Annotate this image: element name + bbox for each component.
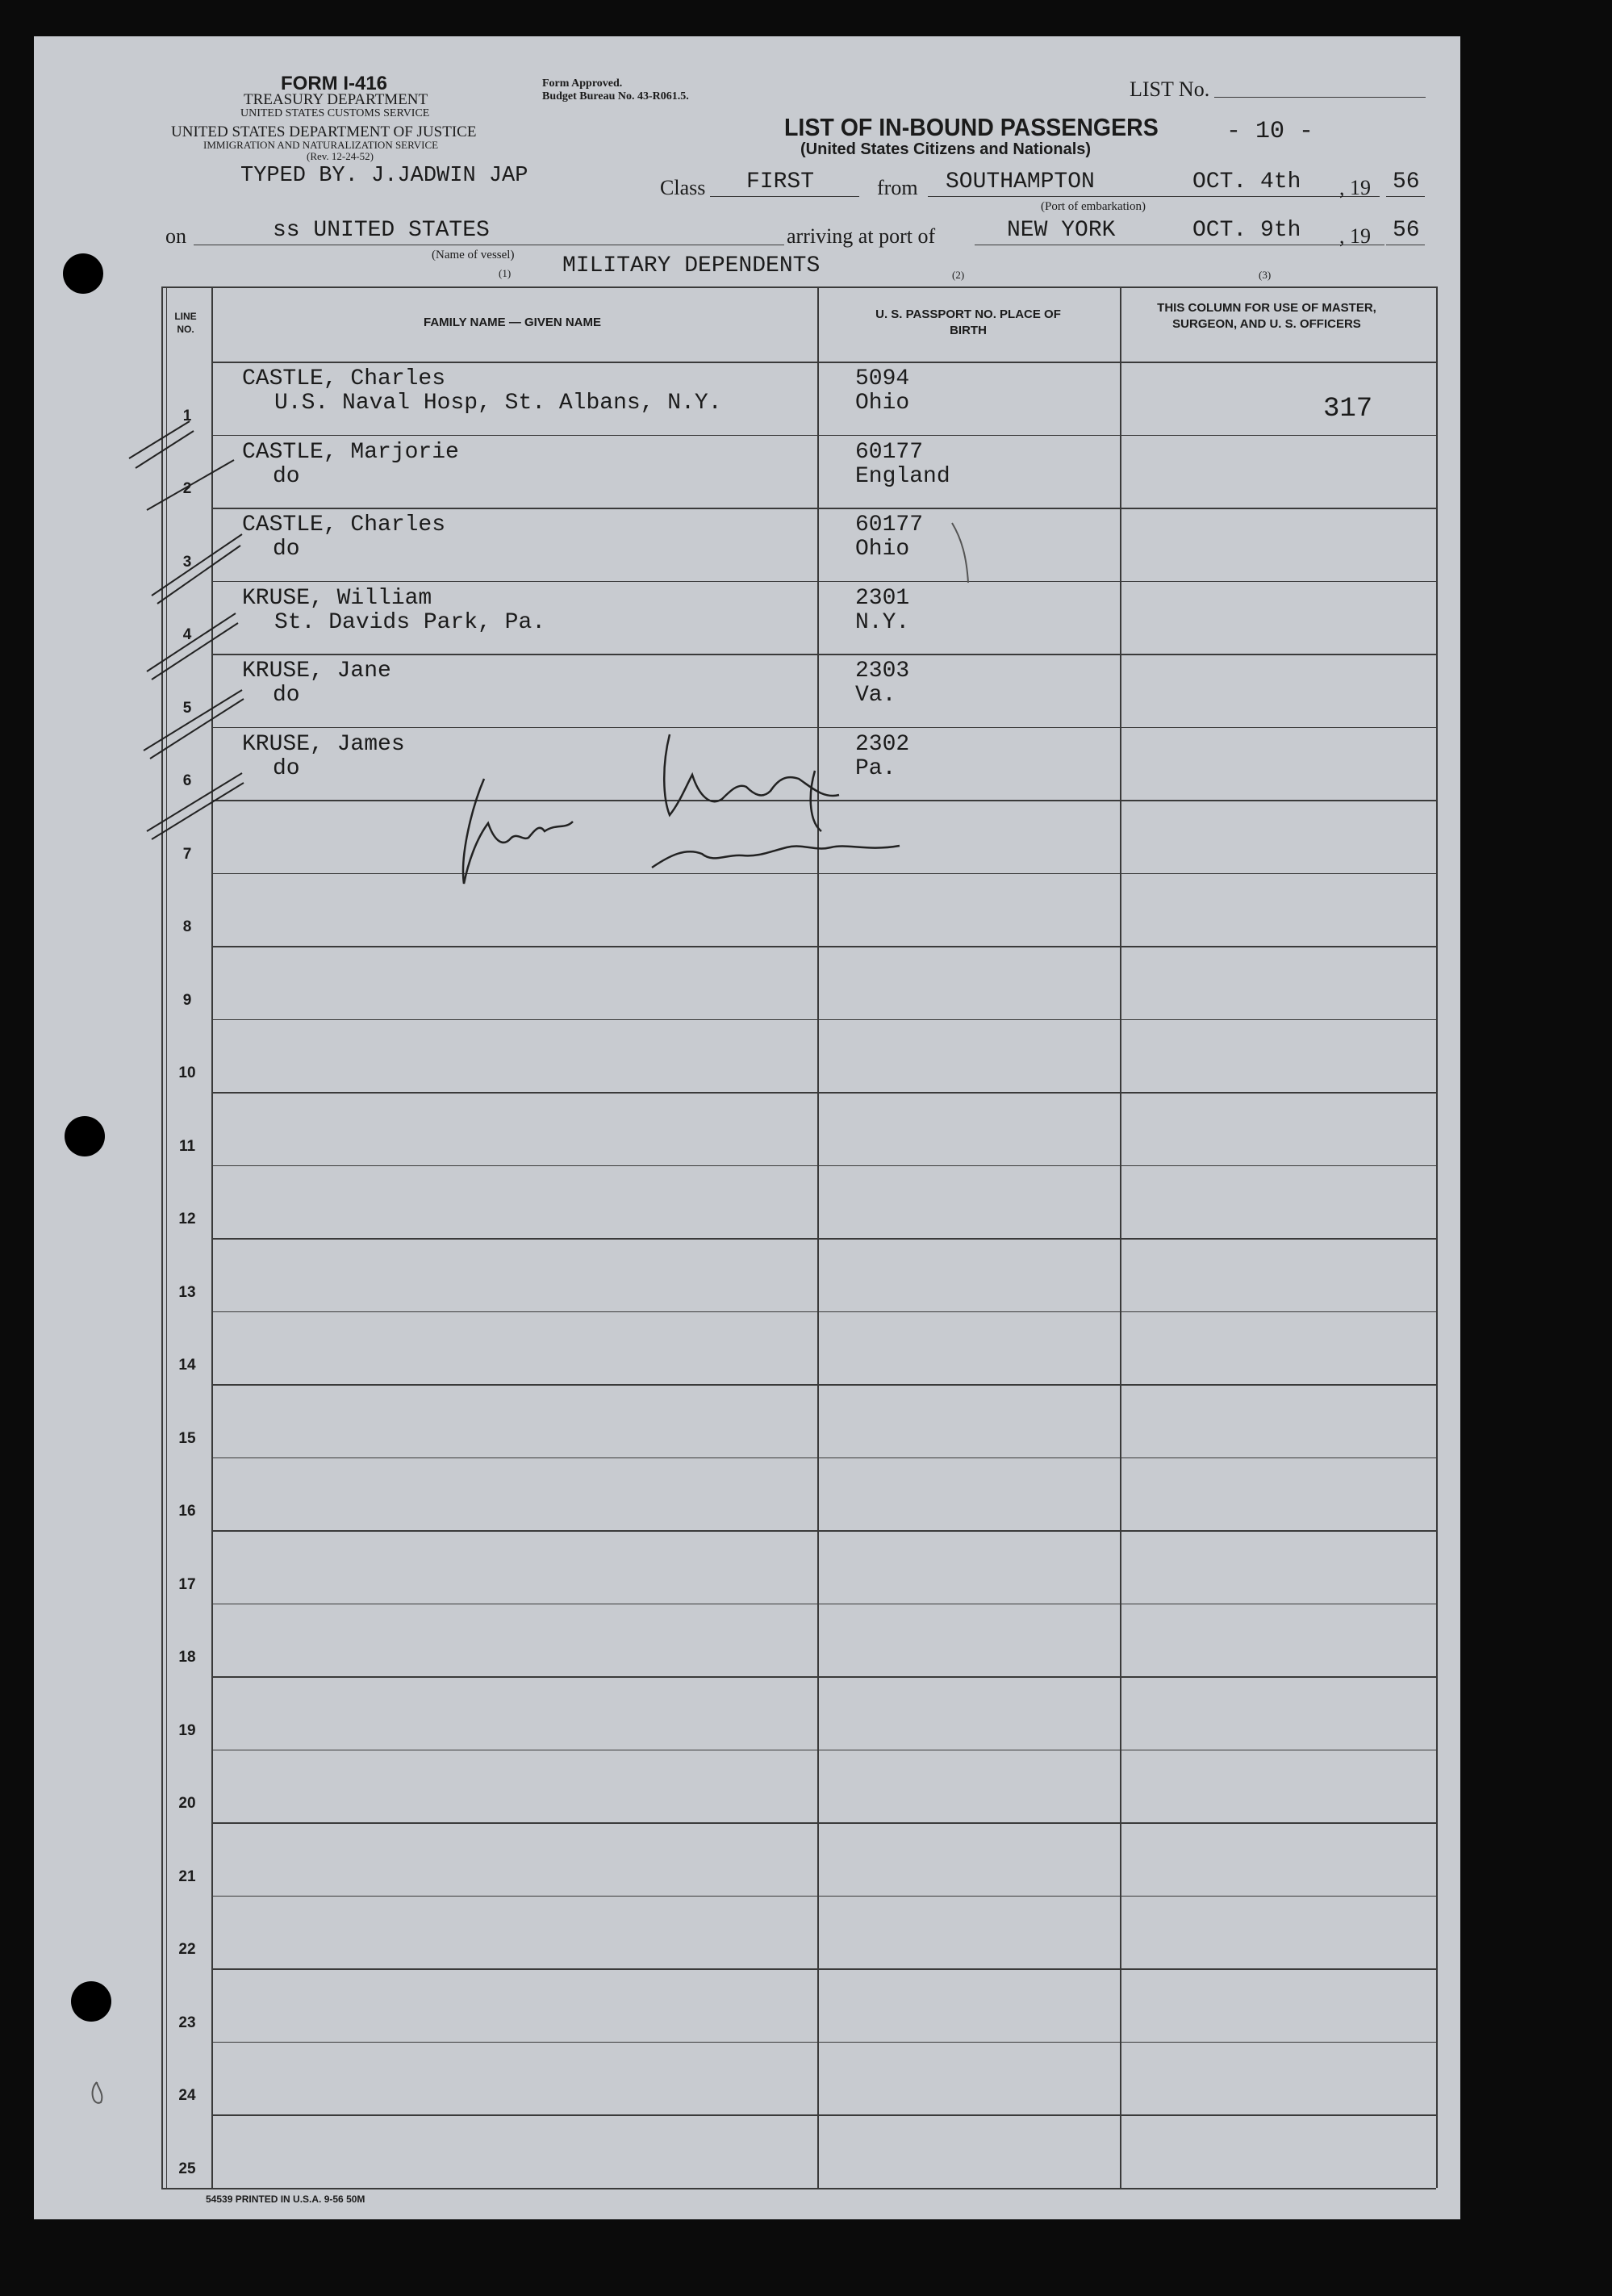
list-title: LIST OF IN-BOUND PASSENGERS [784, 113, 1159, 141]
line-number: 12 [178, 1211, 196, 1227]
header-line-no: LINE NO. [174, 311, 197, 335]
place-of-birth: England [855, 463, 950, 489]
passenger-address: do [273, 537, 300, 562]
printer-imprint: 54539 PRINTED IN U.S.A. 9-56 50M [206, 2194, 365, 2205]
line-number: 20 [178, 1795, 196, 1812]
margin-marks [93, 523, 968, 2103]
passport-number: 2302 [855, 731, 910, 757]
place-of-birth: Ohio [855, 537, 910, 562]
passenger-name: CASTLE, Charles [242, 366, 446, 391]
line-number: 23 [178, 2014, 196, 2031]
class-label: Class [660, 176, 706, 199]
arrival-date: OCT. 9th [1192, 218, 1301, 243]
line-number: 8 [182, 918, 192, 935]
line-number: 10 [178, 1064, 196, 1081]
check-marks [129, 421, 244, 839]
passenger-name: CASTLE, Charles [242, 512, 446, 537]
line-number: 14 [178, 1357, 196, 1374]
passport-number: 2303 [855, 659, 910, 684]
place-of-birth: N.Y. [855, 609, 910, 635]
arrival-port: NEW YORK [1007, 218, 1116, 243]
dept-customs: UNITED STATES CUSTOMS SERVICE [240, 107, 430, 119]
typed-by: TYPED BY. J.JADWIN JAP [240, 164, 528, 188]
passport-number: 60177 [855, 439, 924, 465]
line-number: 6 [182, 772, 192, 789]
passenger-address: U.S. Naval Hosp, St. Albans, N.Y. [274, 391, 722, 416]
line-number: 16 [178, 1503, 196, 1520]
port-embarkation-caption: (Port of embarkation) [1041, 200, 1146, 213]
form-revision: (Rev. 12-24-52) [307, 150, 374, 162]
place-of-birth: Ohio [855, 391, 910, 416]
passport-number: 60177 [855, 512, 924, 537]
passenger-name: KRUSE, William [242, 585, 432, 611]
departure-date: OCT. 4th [1192, 169, 1301, 194]
line-number: 17 [178, 1575, 196, 1593]
passenger-name: KRUSE, James [242, 731, 405, 757]
line-number: 21 [178, 1867, 196, 1885]
class-value: FIRST [746, 169, 815, 194]
place-of-birth: Pa. [855, 755, 896, 781]
officer-note: 317 [1323, 394, 1373, 424]
line-number: 9 [182, 991, 192, 1009]
vessel-name: ss UNITED STATES [273, 218, 490, 243]
vessel-caption: (Name of vessel) [432, 249, 515, 261]
footnote-2: (2) [952, 269, 965, 281]
passenger-name: KRUSE, Jane [242, 659, 391, 684]
list-no-value: - 10 - [1226, 118, 1314, 145]
form-number: FORM I-416 [281, 73, 388, 94]
year-prefix-1: , 19 [1339, 176, 1371, 199]
line-number: 5 [182, 699, 192, 717]
port-of-embarkation: SOUTHAMPTON [946, 169, 1095, 194]
line-number: 1 [182, 407, 192, 424]
passenger-address: St. Davids Park, Pa. [274, 609, 546, 635]
year-1: 56 [1393, 169, 1420, 194]
line-number: 15 [178, 1429, 196, 1447]
footnote-1: (1) [499, 267, 512, 279]
passport-number: 5094 [855, 366, 910, 391]
dept-immigration: IMMIGRATION AND NATURALIZATION SERVICE [203, 139, 439, 151]
special-note: MILITARY DEPENDENTS [562, 253, 821, 278]
budget-bureau-no: Budget Bureau No. 43-R061.5. [542, 90, 689, 102]
line-number: 19 [178, 1721, 196, 1739]
passenger-name: CASTLE, Marjorie [242, 439, 459, 465]
passenger-address: do [273, 683, 300, 708]
arriving-label: arriving at port of [787, 224, 936, 248]
line-number: 11 [178, 1137, 196, 1155]
line-number: 13 [178, 1283, 196, 1301]
passenger-address: do [273, 755, 300, 781]
dept-justice: UNITED STATES DEPARTMENT OF JUSTICE [171, 123, 477, 140]
list-no-label: LIST No. [1130, 77, 1210, 101]
line-number: 2 [182, 480, 192, 497]
year-prefix-2: , 19 [1339, 224, 1371, 248]
footnote-3: (3) [1259, 269, 1272, 281]
header-officers: THIS COLUMN FOR USE OF MASTER, SURGEON, AND U. S. OFFICERS [1157, 301, 1376, 331]
officer-signature [463, 734, 900, 884]
passport-number: 2301 [855, 585, 910, 611]
place-of-birth: Va. [855, 683, 896, 708]
line-number: 24 [178, 2087, 196, 2104]
header-family-name: FAMILY NAME — GIVEN NAME [423, 316, 602, 329]
passenger-address: do [273, 463, 300, 489]
header-passport: U. S. PASSPORT NO. PLACE OF BIRTH [875, 307, 1061, 337]
line-number: 4 [182, 626, 192, 643]
line-number: 22 [178, 1941, 196, 1958]
line-number: 25 [178, 2160, 196, 2177]
year-2: 56 [1393, 218, 1420, 243]
line-number: 18 [178, 1649, 196, 1666]
form-approved: Form Approved. [542, 77, 623, 90]
from-label: from [877, 176, 918, 199]
line-number: 7 [182, 845, 192, 863]
on-label: on [165, 224, 186, 248]
list-subtitle: (United States Citizens and Nationals) [800, 140, 1092, 158]
line-number: 3 [182, 553, 192, 571]
dept-treasury: TREASURY DEPARTMENT [244, 91, 428, 108]
